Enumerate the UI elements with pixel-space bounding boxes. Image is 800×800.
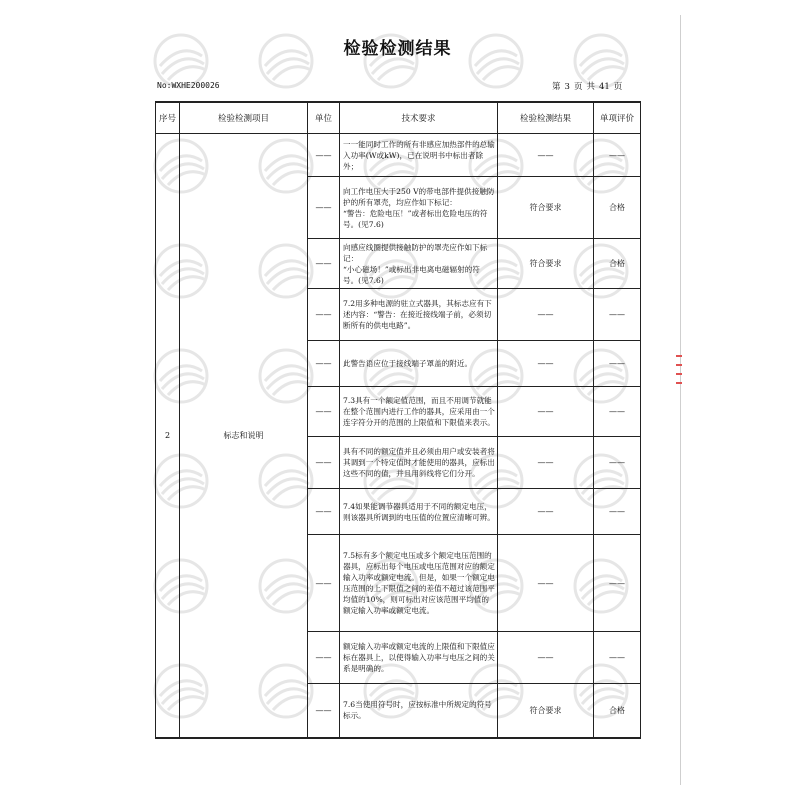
cell-unit: —— [308, 437, 340, 489]
cell-evaluation: —— [594, 437, 641, 489]
page-title: 检验检测结果 [343, 39, 452, 59]
page-total: 41 [598, 82, 610, 92]
cell-requirement [340, 289, 498, 341]
cell-evaluation: 合格 [594, 177, 641, 239]
requirement-text: 7.4如果能调节器具适用于不同的额定电压，则该器具所调到的电压值的位置应清晰可辨。 [343, 501, 495, 522]
header-seq: 序号 [156, 102, 180, 134]
cell-item: 标志和说明 [180, 134, 308, 738]
cell-unit: —— [308, 177, 340, 239]
cell-result: —— [498, 134, 594, 177]
red-seal-fragment [676, 355, 682, 405]
cell-evaluation: —— [594, 289, 641, 341]
header-unit: 单位 [308, 102, 340, 134]
table-header-row [156, 102, 641, 134]
cell-unit: —— [308, 387, 340, 437]
page-word: 页 [573, 82, 583, 92]
cell-requirement [340, 134, 498, 177]
cell-requirement [340, 341, 498, 387]
page-prefix: 第 [552, 82, 561, 92]
cell-result: 符合要求 [498, 177, 594, 239]
cell-unit: —— [308, 289, 340, 341]
cell-unit: —— [308, 134, 340, 177]
cell-requirement [340, 177, 498, 239]
cell-requirement [340, 535, 498, 632]
cell-result: —— [498, 535, 594, 632]
header-item: 检验检测项目 [180, 102, 308, 134]
page-suffix: 页 [613, 82, 623, 92]
cell-evaluation: 合格 [594, 239, 641, 289]
requirement-text: 此警告语应位于接线端子罩盖的附近。 [343, 359, 473, 368]
cell-result: —— [498, 289, 594, 341]
cell-unit: —— [308, 239, 340, 289]
requirement-text: 7.2用多种电源的驻立式器具，其标志应有下述内容：“警告：在接近接线端子前，必须切断所有的供电电路”。 [343, 299, 492, 330]
cell-result: 符合要求 [498, 239, 594, 289]
cell-requirement [340, 437, 498, 489]
table-row [156, 134, 641, 177]
requirement-text: 7.5标有多个额定电压或多个额定电压范围的器具，应标出每个电压或电压范围对应的额定输入功率或额定电流。但是，如果一个额定电压范围的上下限值之间的差值不超过该范围平均值的10%，则可标出对应该范围平均值的额定输入功率或额定电流。 [343, 551, 495, 615]
cell-result: —— [498, 437, 594, 489]
cell-result: —— [498, 489, 594, 535]
cell-requirement [340, 239, 498, 289]
cell-evaluation: 合格 [594, 684, 641, 738]
requirement-text: 额定输入功率或额定电流的上限值和下限值应标在器具上，以使得输入功率与电压之间的关系是明确的。 [343, 642, 495, 673]
cell-evaluation: —— [594, 632, 641, 684]
requirement-text: 7.3具有一个额定值范围，而且不用调节就能在整个范围内进行工作的器具，应采用由一个连字符分开的范围的上限值和下限值来表示。 [343, 396, 495, 427]
cell-evaluation: —— [594, 387, 641, 437]
header-result: 检验检测结果 [498, 102, 594, 134]
cell-evaluation: —— [594, 489, 641, 535]
cell-requirement [340, 632, 498, 684]
cell-unit: —— [308, 341, 340, 387]
cell-evaluation: —— [594, 341, 641, 387]
cell-unit: —— [308, 489, 340, 535]
cell-result: —— [498, 387, 594, 437]
cell-seq: 2 [156, 134, 180, 738]
cell-unit: —— [308, 535, 340, 632]
cell-evaluation: —— [594, 134, 641, 177]
cell-unit: —— [308, 632, 340, 684]
cell-requirement [340, 489, 498, 535]
cell-requirement [340, 684, 498, 738]
header-evaluation: 单项评价 [594, 102, 641, 134]
requirement-text: 具有不同的额定值并且必须由用户或安装者将其调到一个特定值时才能使用的器具，应标出这些不同的值，并且用斜线将它们分开。 [343, 447, 495, 478]
cell-unit: —— [308, 684, 340, 738]
requirement-text: 7.6当使用符号时，应按标准中所规定的符号标示。 [343, 700, 492, 721]
table-body [156, 134, 641, 738]
page-total-word: 共 [586, 82, 595, 92]
requirement-text: 向工作电压大于250 V的带电部件提供接触防护的所有罩壳，均应作如下标记： “警告：危险电压！”或者标出危险电压的符号。(见7.6) [343, 186, 495, 229]
results-table [155, 101, 641, 739]
cell-result: 符合要求 [498, 684, 594, 738]
page-current: 3 [564, 82, 570, 92]
requirement-text: 向感应线圈提供接触防护的罩壳应作如下标记： “小心磁场！”或标出非电离电磁辐射的符号。(见7.6) [343, 242, 488, 285]
page-indicator [552, 80, 626, 92]
cell-result: —— [498, 341, 594, 387]
requirement-text: 一一能同时工作的所有非感应加热部件的总输入功率(W或kW)，已在说明书中标出者除外； [343, 139, 495, 171]
cell-evaluation: —— [594, 535, 641, 632]
cell-requirement [340, 387, 498, 437]
header-requirement: 技术要求 [340, 102, 498, 134]
document-number: No:WXHE200026 [157, 81, 220, 90]
cell-result: —— [498, 632, 594, 684]
